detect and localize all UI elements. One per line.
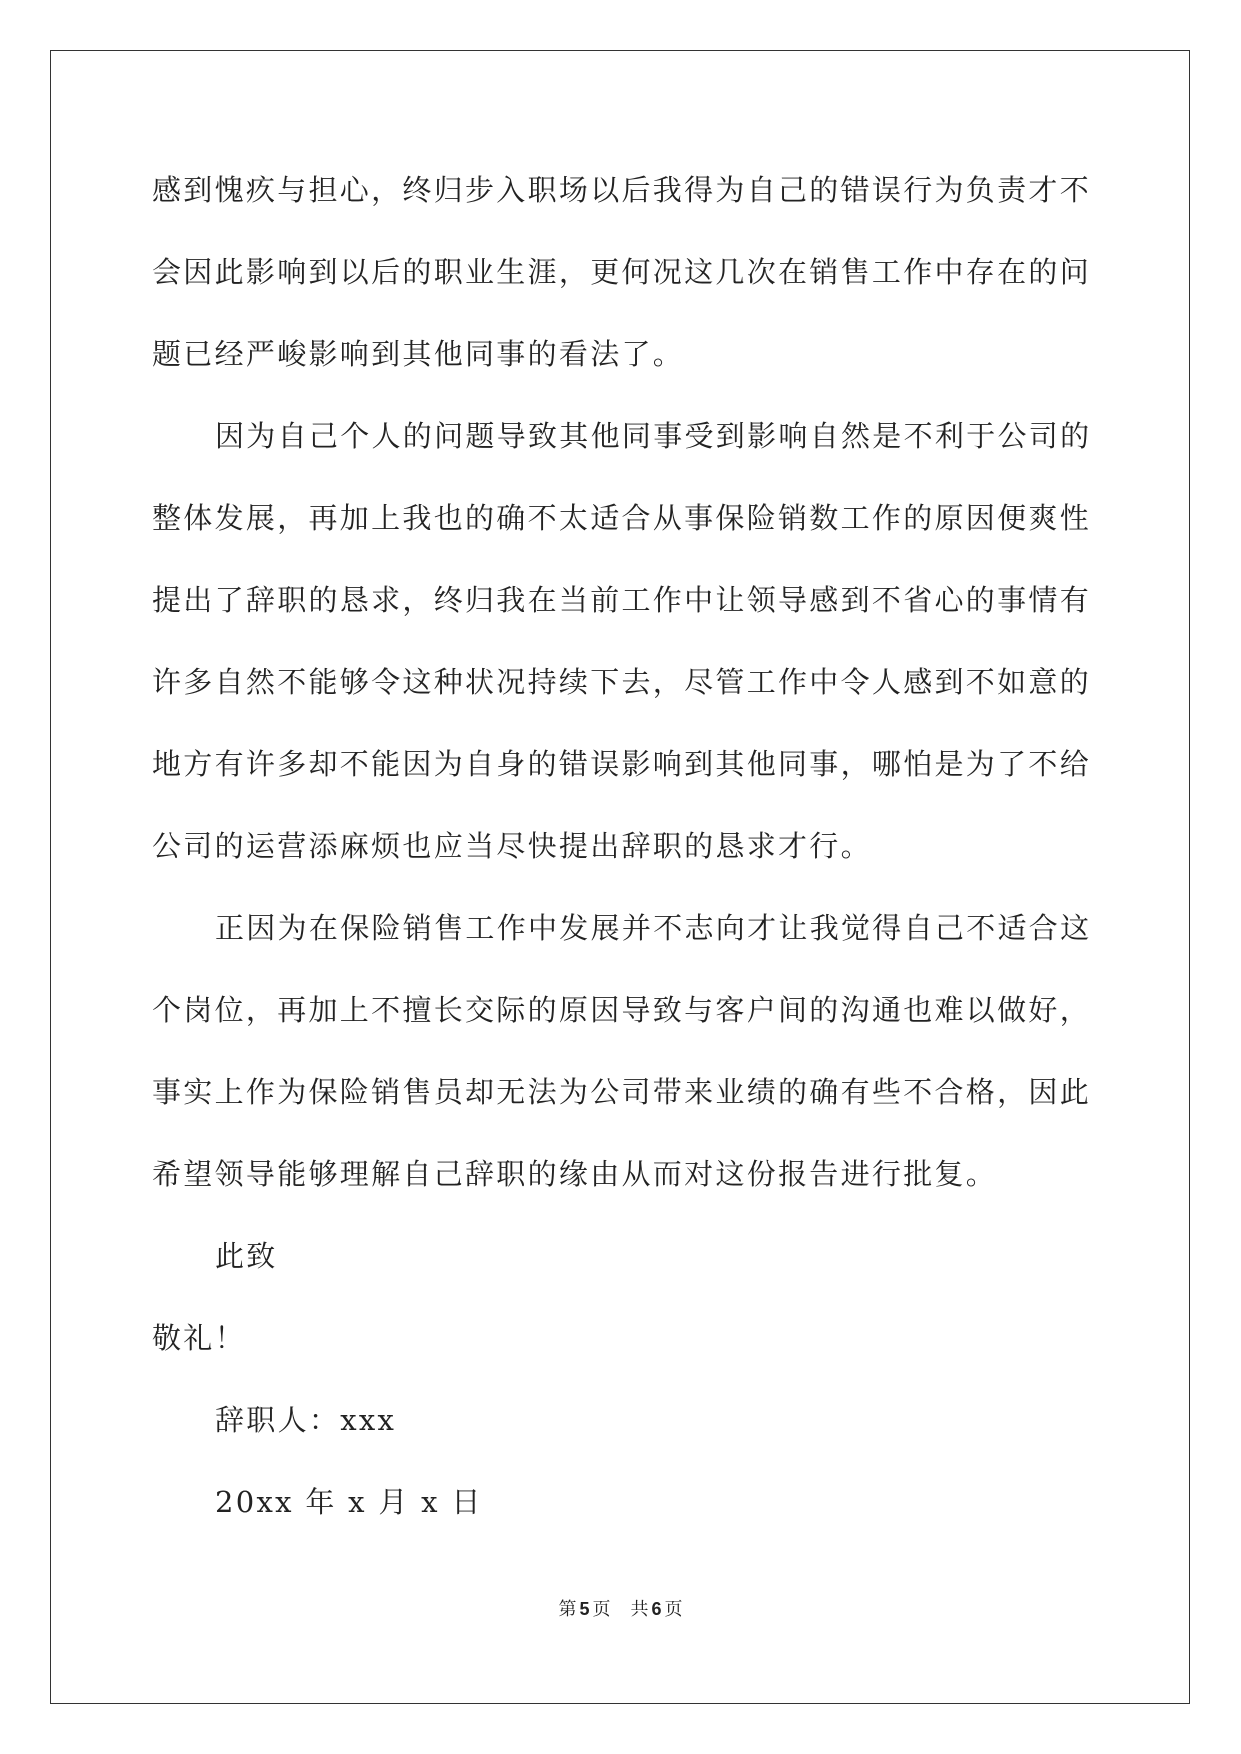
paragraph-2-line-6: 公司的运营添麻烦也应当尽快提出辞职的恳求才行。 xyxy=(152,829,872,863)
paragraph-2-line-5: 地方有许多却不能因为自身的错误影响到其他同事，哪怕是为了不给 xyxy=(152,747,1092,781)
page-total-number: 6 xyxy=(651,1599,662,1619)
page-prefix: 第 xyxy=(558,1599,577,1619)
paragraph-3-line-4: 希望领导能够理解自己辞职的缘由从而对这份报告进行批复。 xyxy=(152,1157,998,1191)
paragraph-2-line-3: 提出了辞职的恳求，终归我在当前工作中让领导感到不省心的事情有 xyxy=(152,583,1092,617)
paragraph-1-line-2: 会因此影响到以后的职业生涯，更何况这几次在销售工作中存在的问 xyxy=(152,255,1092,289)
paragraph-3-line-1: 正因为在保险销售工作中发展并不志向才让我觉得自己不适合这 xyxy=(215,911,1092,945)
date-line: 20xx 年 x 月 x 日 xyxy=(215,1485,483,1519)
paragraph-2-line-1: 因为自己个人的问题导致其他同事受到影响自然是不利于公司的 xyxy=(215,419,1092,453)
signature-line: 辞职人：xxx xyxy=(215,1403,397,1437)
page-footer xyxy=(0,1595,1241,1621)
paragraph-2-line-4: 许多自然不能够令这种状况持续下去，尽管工作中令人感到不如意的 xyxy=(152,665,1092,699)
page-suffix: 页 xyxy=(592,1599,611,1619)
paragraph-2-line-2: 整体发展，再加上我也的确不太适合从事保险销数工作的原因便爽性 xyxy=(152,501,1092,535)
paragraph-1-line-3: 题已经严峻影响到其他同事的看法了。 xyxy=(152,337,685,371)
paragraph-3-line-2: 个岗位，再加上不擅长交际的原因导致与客户间的沟通也难以做好， xyxy=(152,993,1092,1027)
closing-regards: 敬礼！ xyxy=(152,1321,246,1355)
total-prefix: 共 xyxy=(630,1599,649,1619)
paragraph-3-line-3: 事实上作为保险销售员却无法为公司带来业绩的确有些不合格，因此 xyxy=(152,1075,1092,1109)
total-suffix: 页 xyxy=(664,1599,683,1619)
document-body xyxy=(152,160,1092,1554)
closing-salutation: 此致 xyxy=(215,1239,278,1273)
paragraph-1-line-1: 感到愧疚与担心，终归步入职场以后我得为自己的错误行为负责才不 xyxy=(152,173,1092,207)
page-current-number: 5 xyxy=(579,1599,590,1619)
